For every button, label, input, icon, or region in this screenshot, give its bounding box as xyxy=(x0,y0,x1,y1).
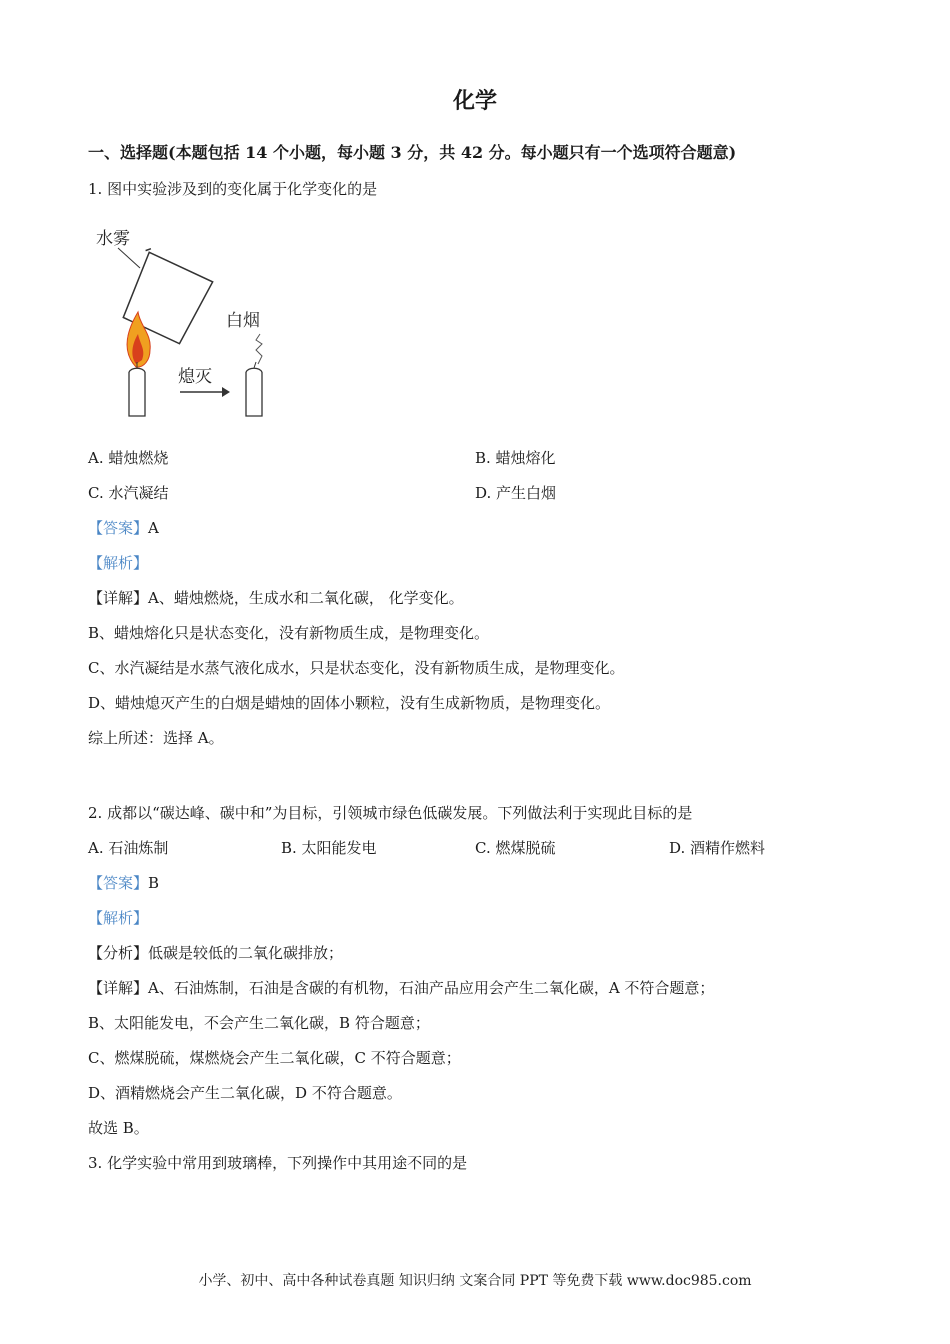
q1-option-d: D. 产生白烟 xyxy=(475,484,557,502)
q1-explanation-line: D、蜡烛熄灭产生的白烟是蜡烛的固体小颗粒，没有生成新物质，是物理变化。 xyxy=(88,694,611,712)
q2-analysis-tag: 【解析】 xyxy=(88,909,149,927)
answer-tag: 【答案】 xyxy=(88,519,149,537)
q1-answer: A xyxy=(148,519,159,537)
mist-pointer-line xyxy=(118,248,140,268)
q2-explanation-line: B、太阳能发电，不会产生二氧化碳，B 符合题意； xyxy=(88,1014,430,1032)
q1-stem: 1. 图中实验涉及到的变化属于化学变化的是 xyxy=(88,180,378,198)
q2-explanation-line: D、酒精燃烧会产生二氧化碳，D 不符合题意。 xyxy=(88,1084,402,1102)
lit-candle-icon xyxy=(129,362,145,416)
q1-explanation-line: C、水汽凝结是水蒸气液化成水，只是状态变化，没有新物质生成，是物理变化。 xyxy=(88,659,625,677)
q2-explanation-line: 【分析】低碳是较低的二氧化碳排放； xyxy=(88,944,344,962)
answer-tag: 【答案】 xyxy=(88,874,149,892)
extinguish-label: 熄灭 xyxy=(178,367,212,387)
q2-option-d: D. 酒精作燃料 xyxy=(669,839,766,857)
smoke-icon xyxy=(256,334,262,364)
q1-analysis-tag: 【解析】 xyxy=(88,554,149,572)
mist-label: 水雾 xyxy=(96,229,130,249)
arrow-head-icon xyxy=(222,387,230,397)
q1-option-c: C. 水汽凝结 xyxy=(88,484,169,502)
section-heading: 一、选择题(本题包括 14 个小题，每小题 3 分，共 42 分。每小题只有一个选项符合题意) xyxy=(88,143,737,162)
smoke-label: 白烟 xyxy=(226,311,260,331)
q2-answer: B xyxy=(148,874,160,892)
q2-option-a: A. 石油炼制 xyxy=(88,839,169,857)
q2-answer-row xyxy=(88,872,159,893)
q1-explanation-line: B、蜡烛熔化只是状态变化，没有新物质生成，是物理变化。 xyxy=(88,624,490,642)
extinguished-candle-icon xyxy=(246,362,262,416)
q2-stem: 2. 成都以“碳达峰、碳中和”为目标，引领城市绿色低碳发展。下列做法利于实现此目标的是 xyxy=(88,804,693,822)
q2-option-b: B. 太阳能发电 xyxy=(281,839,377,857)
q1-conclusion: 综上所述：选择 A。 xyxy=(88,729,224,747)
candle-experiment-figure xyxy=(92,222,282,422)
q1-explanation-line: 【详解】A、蜡烛燃烧，生成水和二氧化碳， 化学变化。 xyxy=(88,589,464,607)
q2-conclusion: 故选 B。 xyxy=(88,1119,149,1137)
q1-option-b: B. 蜡烛熔化 xyxy=(475,449,556,467)
q3-stem: 3. 化学实验中常用到玻璃棒，下列操作中其用途不同的是 xyxy=(88,1154,468,1172)
q1-answer-row xyxy=(88,517,159,538)
q1-option-a: A. 蜡烛燃烧 xyxy=(88,449,169,467)
page-title: 化学 xyxy=(452,88,497,114)
q2-option-c: C. 燃煤脱硫 xyxy=(475,839,556,857)
q2-explanation-line: 【详解】A、石油炼制，石油是含碳的有机物，石油产品应用会产生二氧化碳，A 不符合题意； xyxy=(88,979,715,997)
page-footer: 小学、初中、高中各种试卷真题 知识归纳 文案合同 PPT 等免费下载 www.doc985.com xyxy=(198,1273,752,1289)
q2-explanation-line: C、燃煤脱硫，煤燃烧会产生二氧化碳，C 不符合题意； xyxy=(88,1049,461,1067)
